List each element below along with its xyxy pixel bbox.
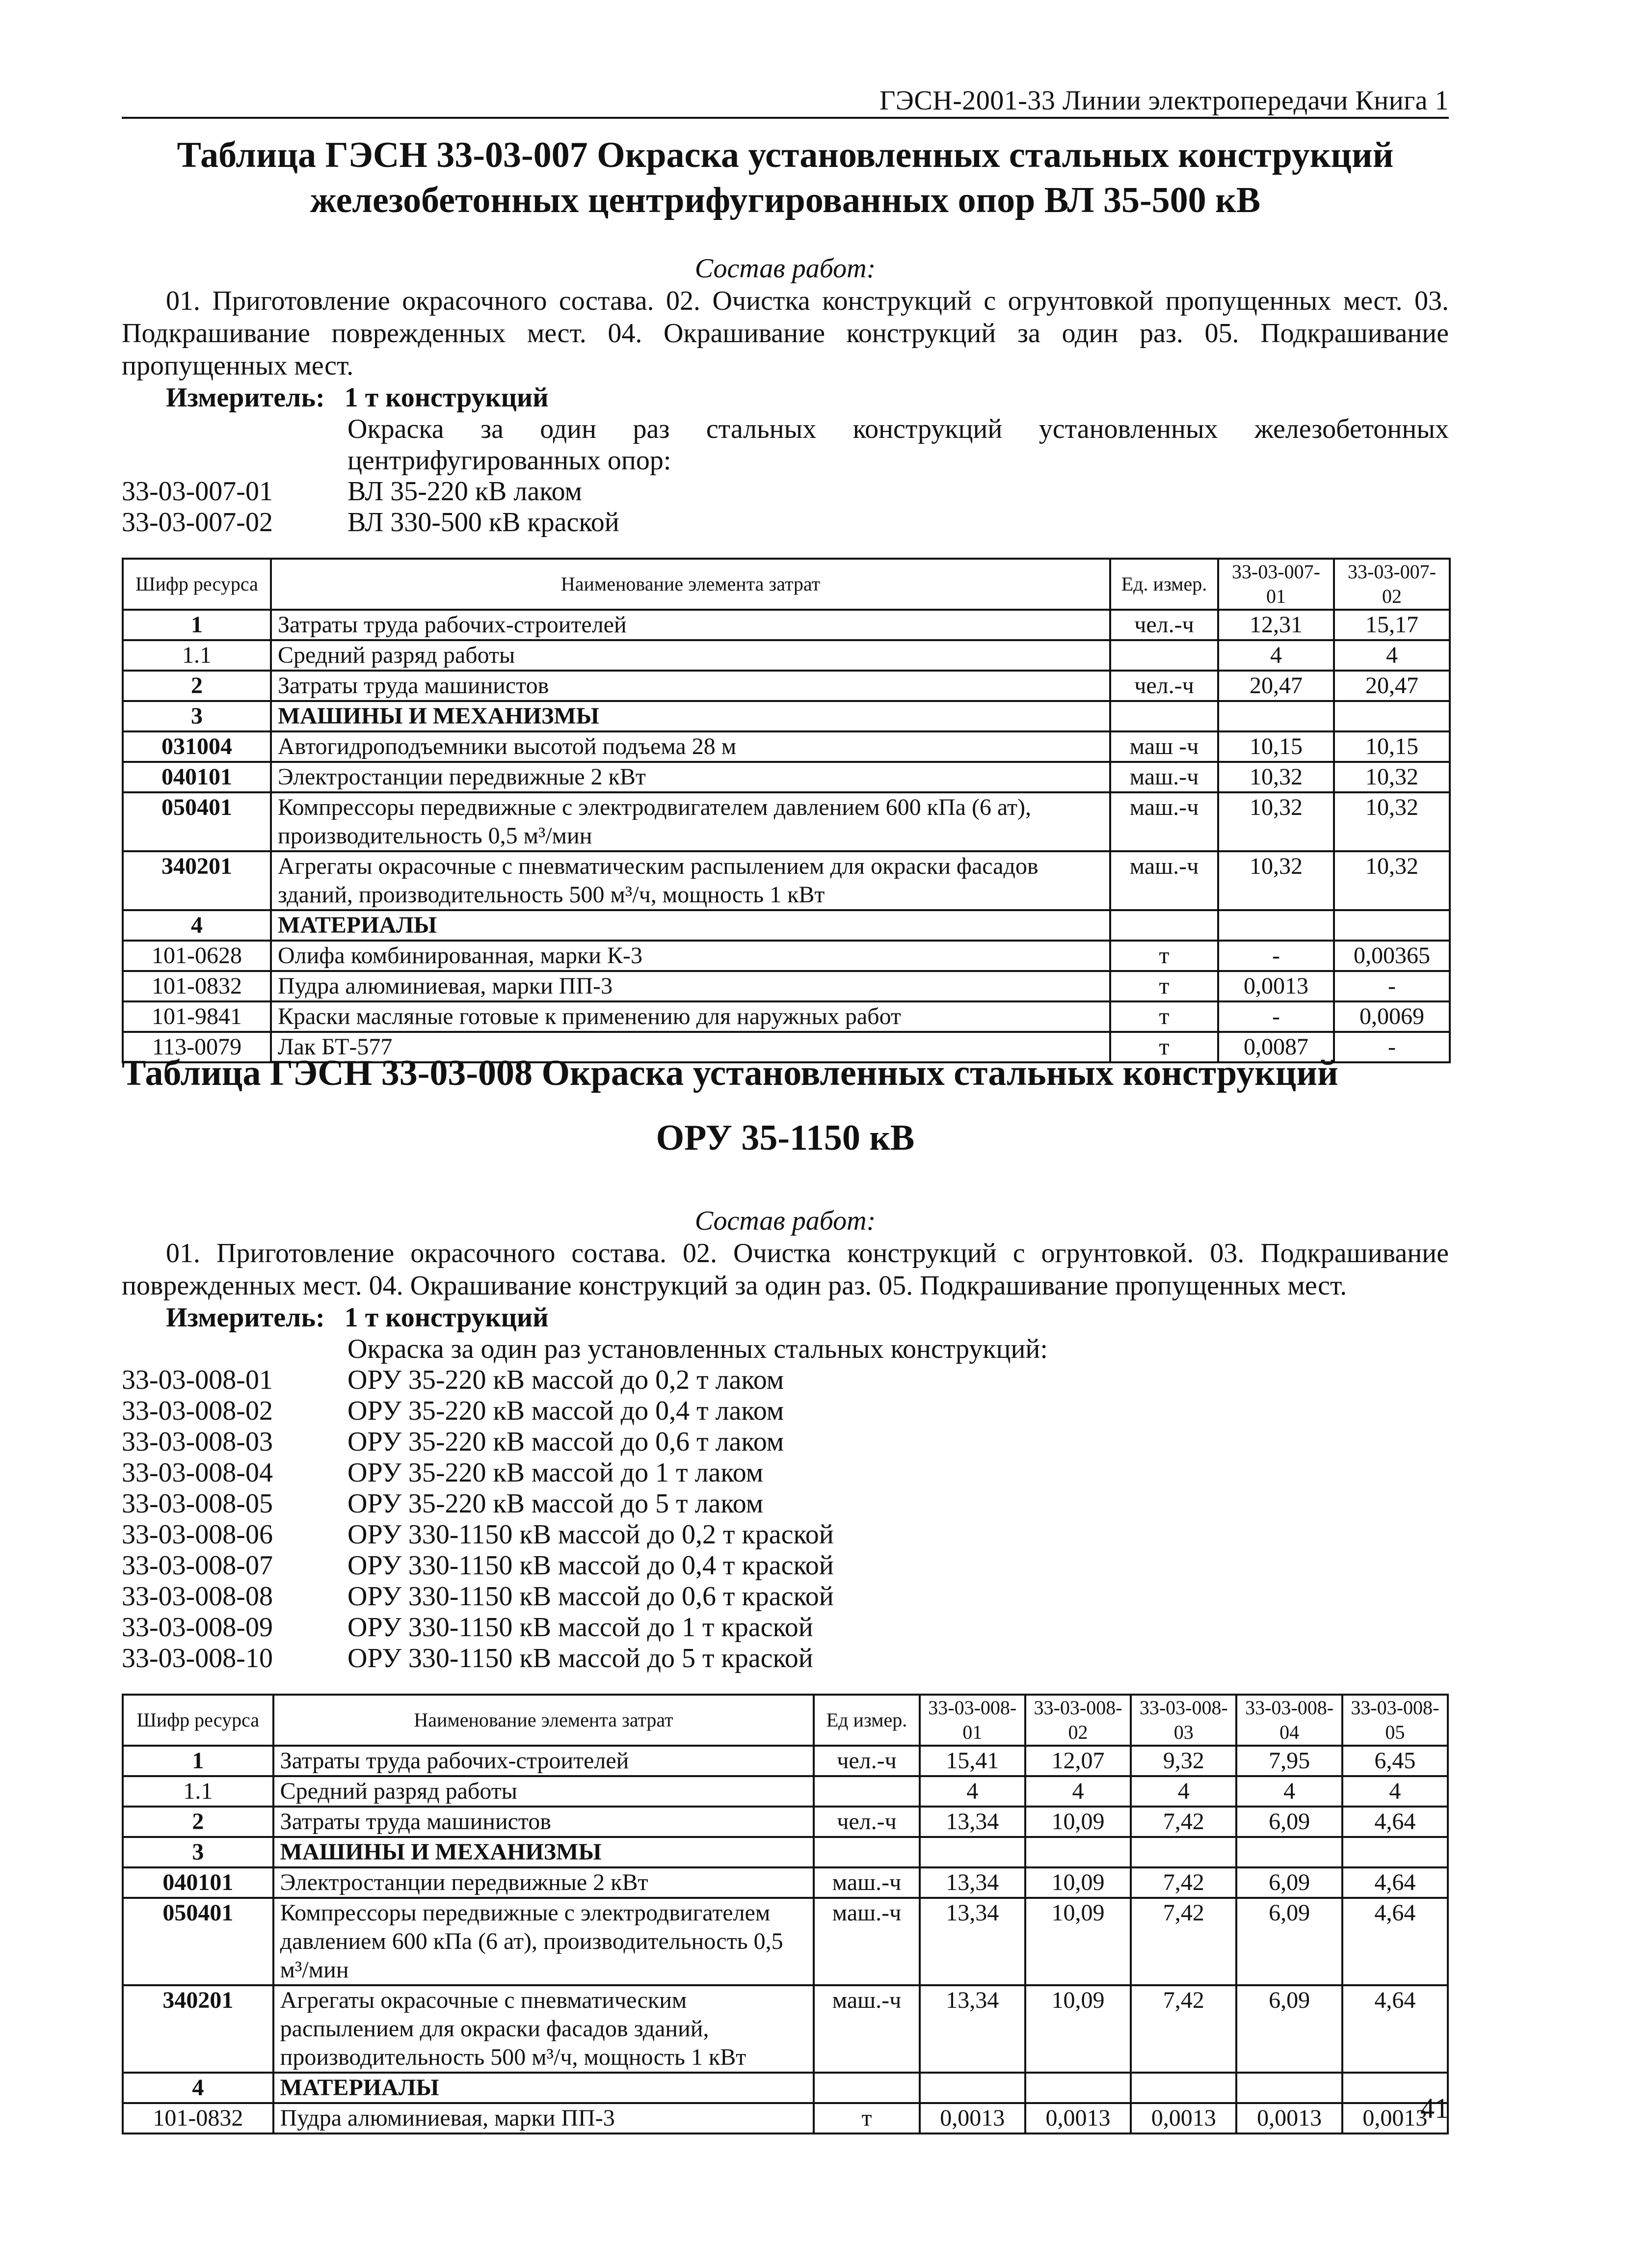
cell-name: МАТЕРИАЛЫ xyxy=(271,910,1110,941)
cell-unit: маш -ч xyxy=(1110,731,1218,762)
cell-unit: маш.-ч xyxy=(814,1898,919,1985)
cell-value xyxy=(1334,910,1450,941)
cell-unit: маш.-ч xyxy=(1110,851,1218,910)
table-row xyxy=(123,731,1450,762)
cell-code: 4 xyxy=(123,2073,273,2103)
cell-value: 0,0013 xyxy=(920,2103,1025,2133)
col-unit-header: Ед измер. xyxy=(814,1695,919,1746)
table-row xyxy=(123,1898,1448,1985)
cell-value xyxy=(1131,2073,1236,2103)
cell-value: 13,34 xyxy=(920,1898,1025,1985)
cell-value: 15,17 xyxy=(1334,610,1450,640)
item-name: ОРУ 330-1150 кВ массой до 0,2 т краской xyxy=(347,1519,834,1550)
cell-unit: т xyxy=(1110,1001,1218,1032)
cell-unit: маш.-ч xyxy=(814,1985,919,2073)
cell-value: - xyxy=(1218,1001,1334,1032)
cell-code: 340201 xyxy=(123,1985,273,2073)
cell-value: 10,09 xyxy=(1025,1898,1131,1985)
cell-value: 13,34 xyxy=(920,1867,1025,1898)
table1-meter-label: Измеритель: xyxy=(166,382,325,413)
cell-value: 4 xyxy=(1131,1776,1236,1807)
cell-name: Агрегаты окрасочные с пневматическим распылением для окраски фасадов зданий, производительность 500 м³/ч, мощность 1 кВт xyxy=(271,851,1110,910)
cell-name: Автогидроподъемники высотой подъема 28 м xyxy=(271,731,1110,762)
col-norm-header: 33-03-008-02 xyxy=(1025,1695,1131,1746)
cell-name: Электростанции передвижные 2 кВт xyxy=(271,762,1110,792)
running-header: ГЭСН-2001-33 Линии электропередачи Книга 1 xyxy=(879,85,1449,116)
item-code: 33-03-008-08 xyxy=(122,1581,273,1612)
cell-name: Затраты труда рабочих-строителей xyxy=(271,610,1110,640)
cell-value: 7,42 xyxy=(1131,1898,1236,1985)
cell-code: 050401 xyxy=(123,792,271,851)
cell-value: 13,34 xyxy=(920,1807,1025,1837)
cell-name: Затраты труда машинистов xyxy=(273,1807,814,1837)
cell-code: 101-0628 xyxy=(123,941,271,971)
cell-code: 2 xyxy=(123,671,271,701)
cell-value xyxy=(1025,2073,1131,2103)
cell-name: Краски масляные готовые к применению для наружных работ xyxy=(271,1001,1110,1032)
table-row xyxy=(123,671,1450,701)
cell-value: 0,0013 xyxy=(1131,2103,1236,2133)
table2-intro: Окраска за один раз установленных стальных конструкций: xyxy=(347,1334,1048,1364)
cell-name: МАШИНЫ И МЕХАНИЗМЫ xyxy=(271,701,1110,731)
table1-title: Таблица ГЭСН 33-03-007 Окраска установленных стальных конструкций железобетонных центрифугированных опор ВЛ 35-500 кВ xyxy=(177,135,1394,220)
cell-code: 040101 xyxy=(123,762,271,792)
cell-value: 10,32 xyxy=(1218,762,1334,792)
cell-value: 10,32 xyxy=(1334,762,1450,792)
table-row xyxy=(123,2073,1448,2103)
table2-composition-heading: Состав работ: xyxy=(694,1206,876,1236)
cell-value: 0,0013 xyxy=(1236,2103,1342,2133)
header-rule xyxy=(122,117,1449,119)
cell-value xyxy=(920,2073,1025,2103)
table-row xyxy=(123,971,1450,1001)
cell-name: Пудра алюминиевая, марки ПП-3 xyxy=(271,971,1110,1001)
cell-value: 4 xyxy=(1334,640,1450,671)
cell-value: 10,09 xyxy=(1025,1985,1131,2073)
cell-value: 10,32 xyxy=(1334,851,1450,910)
cell-unit xyxy=(814,2073,919,2103)
list-item xyxy=(122,1519,1449,1550)
item-code: 33-03-008-01 xyxy=(122,1365,273,1395)
table-row xyxy=(123,1837,1448,1867)
col-norm-header: 33-03-007-02 xyxy=(1334,559,1450,610)
cell-name: Лак БТ-577 xyxy=(271,1032,1110,1062)
cell-code: 113-0079 xyxy=(123,1032,271,1062)
cell-value: 10,32 xyxy=(1218,851,1334,910)
item-name: ОРУ 330-1150 кВ массой до 5 т краской xyxy=(347,1643,813,1674)
cell-code: 040101 xyxy=(123,1867,273,1898)
cell-value: 20,47 xyxy=(1334,671,1450,701)
cell-unit: чел.-ч xyxy=(1110,671,1218,701)
col-code-header: Шифр ресурса xyxy=(123,1695,273,1746)
cell-unit: маш.-ч xyxy=(1110,792,1218,851)
cell-value: 0,0013 xyxy=(1342,2103,1448,2133)
table2-composition-text: 01. Приготовление окрасочного состава. 02. Очистка конструкций с огрунтовкой. 03. Подкрашивание поврежденных мест. 04. Окрашивание конструкций за один раз. 05. Подкрашивание пропущенных мест. xyxy=(122,1238,1449,1301)
cell-code: 1.1 xyxy=(123,640,271,671)
col-norm-header: 33-03-008-05 xyxy=(1342,1695,1448,1746)
cell-unit xyxy=(1110,701,1218,731)
item-code: 33-03-008-10 xyxy=(122,1643,273,1674)
table2-meter-value: 1 т конструкций xyxy=(344,1302,549,1333)
cell-value: 6,09 xyxy=(1236,1867,1342,1898)
cell-value: 6,45 xyxy=(1342,1746,1448,1776)
cell-value: 0,00365 xyxy=(1334,941,1450,971)
cell-code: 3 xyxy=(123,701,271,731)
table1-meter-value: 1 т конструкций xyxy=(344,382,549,413)
col-name-header: Наименование элемента затрат xyxy=(271,559,1110,610)
table2-body xyxy=(123,1746,1448,2133)
cell-code: 3 xyxy=(123,1837,273,1867)
cell-unit xyxy=(1110,640,1218,671)
table-row xyxy=(123,792,1450,851)
cell-value: - xyxy=(1218,941,1334,971)
table-row xyxy=(123,640,1450,671)
cell-unit: чел.-ч xyxy=(1110,610,1218,640)
cell-unit: т xyxy=(1110,971,1218,1001)
cell-value xyxy=(1131,1837,1236,1867)
cell-name: МАТЕРИАЛЫ xyxy=(273,2073,814,2103)
list-item xyxy=(122,1488,1449,1519)
table1-intro: Окраска за один раз стальных конструкций установленных железобетонных центрифугированных опор: xyxy=(347,414,1449,476)
cell-value: 4,64 xyxy=(1342,1985,1448,2073)
cell-name: Пудра алюминиевая, марки ПП-3 xyxy=(273,2103,814,2133)
cell-name: Компрессоры передвижные с электродвигателем давлением 600 кПа (6 ат), производительность 0,5 м³/мин xyxy=(273,1898,814,1985)
table2-meter-label: Измеритель: xyxy=(166,1302,325,1333)
list-item xyxy=(122,1365,1449,1396)
cell-value xyxy=(920,1837,1025,1867)
cell-code: 1 xyxy=(123,1746,273,1776)
cell-code: 340201 xyxy=(123,851,271,910)
cell-code: 031004 xyxy=(123,731,271,762)
item-name: ОРУ 35-220 кВ массой до 0,6 т лаком xyxy=(347,1427,784,1457)
cell-value: 4 xyxy=(1342,1776,1448,1807)
cell-value: 4 xyxy=(1236,1776,1342,1807)
item-name: ОРУ 330-1150 кВ массой до 0,4 т краской xyxy=(347,1550,834,1581)
table2-meter xyxy=(122,1302,1449,1333)
cell-value xyxy=(1025,1837,1131,1867)
cell-value: - xyxy=(1334,1032,1450,1062)
table-row xyxy=(123,610,1450,640)
item-code: 33-03-008-05 xyxy=(122,1488,273,1519)
item-name: ОРУ 35-220 кВ массой до 0,2 т лаком xyxy=(347,1365,784,1395)
col-norm-header: 33-03-008-04 xyxy=(1236,1695,1342,1746)
cell-value: 10,32 xyxy=(1218,792,1334,851)
cell-value xyxy=(1342,1837,1448,1867)
item-name: ОРУ 35-220 кВ массой до 5 т лаком xyxy=(347,1488,764,1519)
table-row xyxy=(123,2103,1448,2133)
cell-name: Компрессоры передвижные с электродвигателем давлением 600 кПа (6 ат), производительность 0,5 м³/мин xyxy=(271,792,1110,851)
cell-name: Затраты труда рабочих-строителей xyxy=(273,1746,814,1776)
table2-section xyxy=(122,1051,1449,2134)
item-code: 33-03-007-01 xyxy=(122,476,273,507)
table-row xyxy=(123,1746,1448,1776)
cell-unit: чел.-ч xyxy=(814,1746,919,1776)
cell-value: 10,09 xyxy=(1025,1867,1131,1898)
table1-body xyxy=(123,610,1450,1062)
table-row xyxy=(123,1807,1448,1837)
cell-value xyxy=(1236,2073,1342,2103)
cell-value: 20,47 xyxy=(1218,671,1334,701)
cell-value: 7,42 xyxy=(1131,1807,1236,1837)
table-row xyxy=(123,851,1450,910)
cell-value: 9,32 xyxy=(1131,1746,1236,1776)
table-row xyxy=(123,1776,1448,1807)
list-item xyxy=(122,476,1449,507)
list-item xyxy=(122,1396,1449,1427)
item-code: 33-03-008-03 xyxy=(122,1427,273,1457)
col-norm-header: 33-03-008-03 xyxy=(1131,1695,1236,1746)
table1-norms-table xyxy=(122,558,1451,1063)
item-name: ОРУ 35-220 кВ массой до 0,4 т лаком xyxy=(347,1396,784,1426)
table-row xyxy=(123,1001,1450,1032)
cell-code: 2 xyxy=(123,1807,273,1837)
page-number: 41 xyxy=(1420,2092,1449,2124)
cell-value xyxy=(1334,701,1450,731)
cell-unit: маш.-ч xyxy=(814,1867,919,1898)
cell-name: Средний разряд работы xyxy=(271,640,1110,671)
cell-name: Агрегаты окрасочные с пневматическим распылением для окраски фасадов зданий, производительность 500 м³/ч, мощность 1 кВт xyxy=(273,1985,814,2073)
item-name: ВЛ 330-500 кВ краской xyxy=(347,507,619,538)
item-name: ОРУ 330-1150 кВ массой до 0,6 т краской xyxy=(347,1581,834,1612)
cell-value: 6,09 xyxy=(1236,1807,1342,1837)
cell-code: 101-0832 xyxy=(123,971,271,1001)
cell-value xyxy=(1236,1837,1342,1867)
item-code: 33-03-007-02 xyxy=(122,507,273,538)
cell-value: 7,42 xyxy=(1131,1985,1236,2073)
item-code: 33-03-008-06 xyxy=(122,1519,273,1550)
cell-unit: т xyxy=(1110,1032,1218,1062)
cell-value xyxy=(1218,910,1334,941)
cell-code: 1 xyxy=(123,610,271,640)
cell-value: 4,64 xyxy=(1342,1807,1448,1837)
cell-value: 12,07 xyxy=(1025,1746,1131,1776)
table1-meter xyxy=(122,382,1449,413)
cell-name: Затраты труда машинистов xyxy=(271,671,1110,701)
cell-code: 101-0832 xyxy=(123,2103,273,2133)
col-norm-header: 33-03-007-01 xyxy=(1218,559,1334,610)
list-item xyxy=(122,507,1449,538)
table2-norms-table xyxy=(122,1694,1449,2134)
cell-value: 13,34 xyxy=(920,1985,1025,2073)
cell-value: 4 xyxy=(1218,640,1334,671)
cell-value: 6,09 xyxy=(1236,1985,1342,2073)
table-row xyxy=(123,1867,1448,1898)
table-row xyxy=(123,1985,1448,2073)
col-name-header: Наименование элемента затрат xyxy=(273,1695,814,1746)
cell-name: Олифа комбинированная, марки К-3 xyxy=(271,941,1110,971)
cell-value: 4,64 xyxy=(1342,1898,1448,1985)
table1-composition-text: 01. Приготовление окрасочного состава. 02. Очистка конструкций с огрунтовкой пропущенных мест. 03. Подкрашивание поврежденных мест. 04. Окрашивание конструкций за один раз. 05. Подкрашивание пропущенных мест. xyxy=(122,286,1449,381)
cell-unit xyxy=(814,1776,919,1807)
item-code: 33-03-008-02 xyxy=(122,1396,273,1426)
cell-unit: чел.-ч xyxy=(814,1807,919,1837)
cell-unit: т xyxy=(1110,941,1218,971)
cell-value: 4 xyxy=(920,1776,1025,1807)
cell-value xyxy=(1218,701,1334,731)
list-item xyxy=(122,1458,1449,1488)
col-code-header: Шифр ресурса xyxy=(123,559,271,610)
cell-value: 7,42 xyxy=(1131,1867,1236,1898)
cell-unit: т xyxy=(814,2103,919,2133)
cell-value: - xyxy=(1334,971,1450,1001)
table-row xyxy=(123,762,1450,792)
table1-item-list xyxy=(122,476,1449,538)
table-row xyxy=(123,941,1450,971)
cell-unit xyxy=(1110,910,1218,941)
cell-value: 10,09 xyxy=(1025,1807,1131,1837)
item-code: 33-03-008-09 xyxy=(122,1612,273,1643)
cell-value: 10,32 xyxy=(1334,792,1450,851)
table-row xyxy=(123,701,1450,731)
list-item xyxy=(122,1550,1449,1581)
list-item xyxy=(122,1612,1449,1643)
table-row xyxy=(123,910,1450,941)
cell-value: 4,64 xyxy=(1342,1867,1448,1898)
list-item xyxy=(122,1581,1449,1612)
cell-value: 10,15 xyxy=(1334,731,1450,762)
item-name: ОРУ 35-220 кВ массой до 1 т лаком xyxy=(347,1458,764,1488)
cell-value: 0,0087 xyxy=(1218,1032,1334,1062)
cell-name: Средний разряд работы xyxy=(273,1776,814,1807)
item-code: 33-03-008-07 xyxy=(122,1550,273,1581)
cell-code: 4 xyxy=(123,910,271,941)
cell-unit: маш.-ч xyxy=(1110,762,1218,792)
cell-unit xyxy=(814,1837,919,1867)
cell-value: 10,15 xyxy=(1218,731,1334,762)
cell-value: 6,09 xyxy=(1236,1898,1342,1985)
item-name: ВЛ 35-220 кВ лаком xyxy=(347,476,582,507)
table-header-row xyxy=(123,559,1450,610)
cell-value: 0,0013 xyxy=(1218,971,1334,1001)
table1-composition-heading: Состав работ: xyxy=(694,253,876,284)
table2-title-line1: Таблица ГЭСН 33-03-008 Окраска установленных стальных конструкций xyxy=(122,1053,1338,1093)
cell-code: 101-9841 xyxy=(123,1001,271,1032)
cell-code: 1.1 xyxy=(123,1776,273,1807)
table1-section xyxy=(122,133,1449,1063)
cell-name: МАШИНЫ И МЕХАНИЗМЫ xyxy=(273,1837,814,1867)
cell-value: 15,41 xyxy=(920,1746,1025,1776)
cell-value: 4 xyxy=(1025,1776,1131,1807)
table2-item-list xyxy=(122,1365,1449,1674)
list-item xyxy=(122,1427,1449,1458)
cell-name: Электростанции передвижные 2 кВт xyxy=(273,1867,814,1898)
cell-value: 7,95 xyxy=(1236,1746,1342,1776)
table-header-row xyxy=(123,1695,1448,1746)
col-norm-header: 33-03-008-01 xyxy=(920,1695,1025,1746)
list-item xyxy=(122,1643,1449,1674)
cell-value: 12,31 xyxy=(1218,610,1334,640)
table2-title-line2: ОРУ 35-1150 кВ xyxy=(656,1118,915,1158)
item-name: ОРУ 330-1150 кВ массой до 1 т краской xyxy=(347,1612,813,1643)
cell-code: 050401 xyxy=(123,1898,273,1985)
col-unit-header: Ед. измер. xyxy=(1110,559,1218,610)
cell-value: 0,0069 xyxy=(1334,1001,1450,1032)
cell-value: 0,0013 xyxy=(1025,2103,1131,2133)
item-code: 33-03-008-04 xyxy=(122,1458,273,1488)
